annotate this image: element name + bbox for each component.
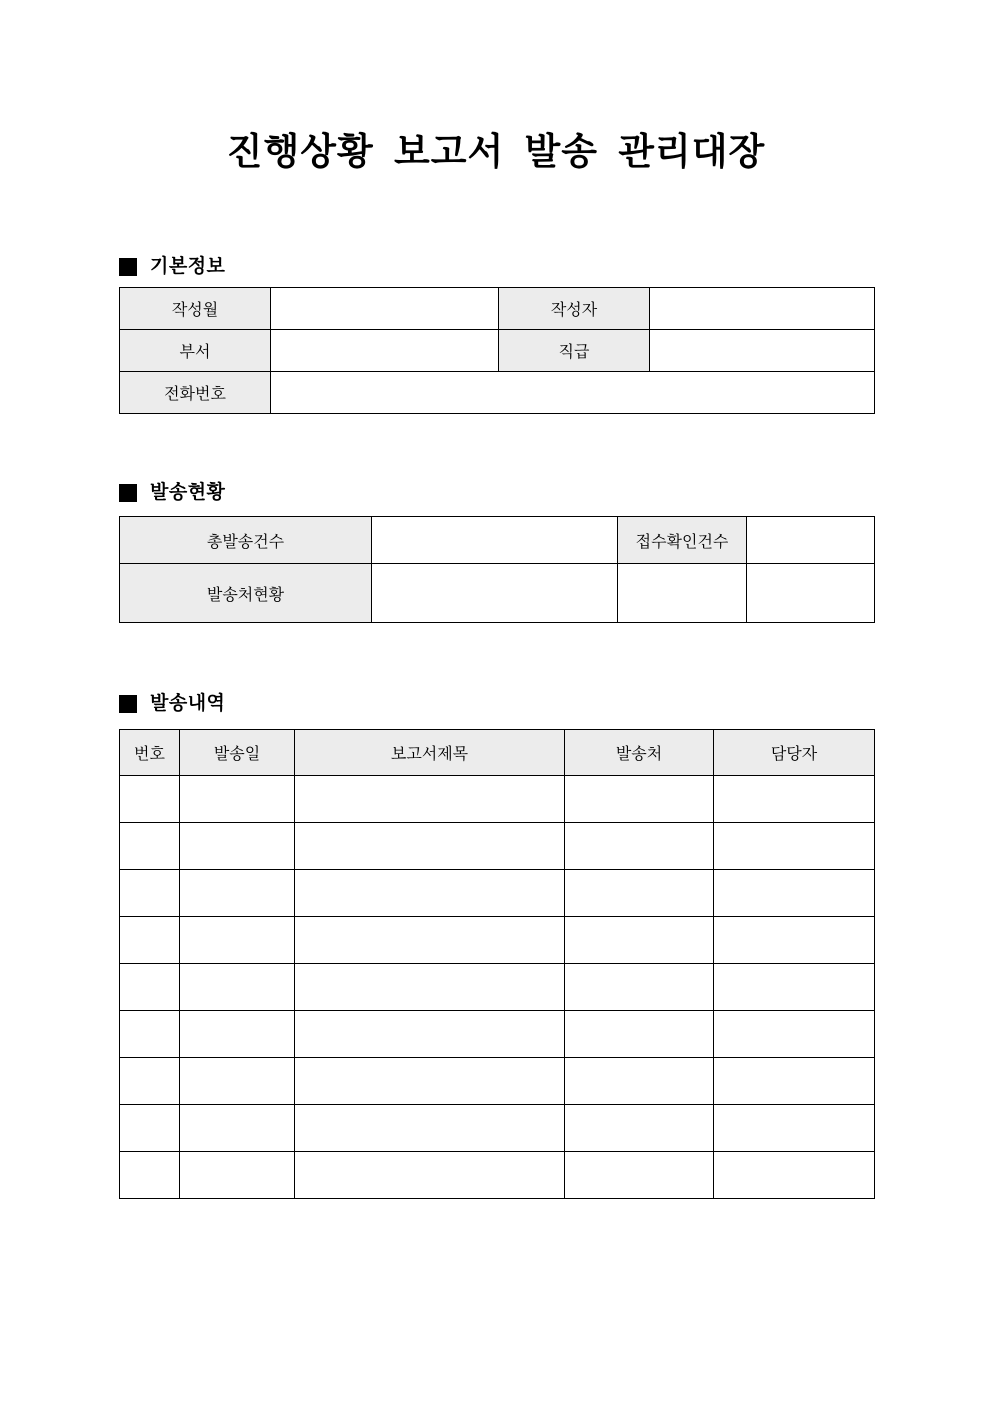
- column-header-send-date: 발송일: [180, 730, 295, 776]
- detail-cell: [565, 917, 714, 964]
- field-value-destination-status: [618, 564, 747, 623]
- detail-cell: [565, 964, 714, 1011]
- page-title: 진행상황 보고서 발송 관리대장: [226, 131, 766, 172]
- detail-cell: [180, 776, 295, 823]
- detail-cell: [180, 964, 295, 1011]
- detail-cell: [120, 1058, 180, 1105]
- detail-cell: [120, 1011, 180, 1058]
- detail-cell: [120, 776, 180, 823]
- detail-cell: [565, 823, 714, 870]
- detail-cell: [120, 917, 180, 964]
- detail-cell: [120, 1152, 180, 1199]
- field-label-department: 부서: [120, 330, 271, 372]
- basic-info-table: [119, 287, 875, 414]
- field-label-destination-status: 발송처현황: [120, 564, 372, 623]
- section-heading-basic-info: [119, 255, 874, 279]
- detail-cell: [295, 1152, 565, 1199]
- field-label-write-month: 작성월: [120, 288, 271, 330]
- detail-cell: [565, 776, 714, 823]
- detail-cell: [714, 1058, 875, 1105]
- sending-status-row: [120, 564, 875, 623]
- sending-details-table: [119, 729, 875, 1199]
- detail-cell: [295, 776, 565, 823]
- detail-row: [120, 776, 875, 823]
- column-header-number: 번호: [120, 730, 180, 776]
- section-heading-label: 발송내역: [150, 693, 226, 715]
- detail-cell: [714, 917, 875, 964]
- field-value-destination-status: [372, 564, 618, 623]
- detail-cell: [180, 1152, 295, 1199]
- detail-cell: [120, 1105, 180, 1152]
- detail-cell: [714, 870, 875, 917]
- field-value-write-month: [271, 288, 499, 330]
- column-header-report-title: 보고서제목: [295, 730, 565, 776]
- column-header-destination: 발송처: [565, 730, 714, 776]
- black-square-bullet-icon: [119, 695, 137, 713]
- detail-cell: [295, 917, 565, 964]
- detail-row: [120, 1011, 875, 1058]
- section-heading-sending-details: [119, 692, 874, 716]
- field-value-phone: [271, 372, 875, 414]
- detail-cell: [180, 1105, 295, 1152]
- detail-cell: [120, 870, 180, 917]
- detail-cell: [565, 1011, 714, 1058]
- sending-status-row: [120, 517, 875, 564]
- detail-cell: [295, 964, 565, 1011]
- detail-row: [120, 870, 875, 917]
- black-square-bullet-icon: [119, 258, 137, 276]
- detail-cell: [714, 823, 875, 870]
- field-label-position: 직급: [499, 330, 650, 372]
- detail-cell: [180, 1058, 295, 1105]
- detail-row: [120, 1105, 875, 1152]
- field-value-department: [271, 330, 499, 372]
- field-value-destination-status: [747, 564, 875, 623]
- detail-row: [120, 1152, 875, 1199]
- field-value-writer: [650, 288, 875, 330]
- detail-row: [120, 964, 875, 1011]
- detail-cell: [295, 823, 565, 870]
- detail-cell: [714, 776, 875, 823]
- sending-details-header-row: [120, 730, 875, 776]
- detail-cell: [714, 1105, 875, 1152]
- detail-cell: [180, 917, 295, 964]
- detail-cell: [565, 870, 714, 917]
- section-heading-label: 기본정보: [150, 256, 226, 278]
- detail-row: [120, 1058, 875, 1105]
- field-label-total-sent: 총발송건수: [120, 517, 372, 564]
- detail-cell: [120, 823, 180, 870]
- detail-cell: [714, 1011, 875, 1058]
- sending-status-table: [119, 516, 875, 623]
- basic-info-row: [120, 372, 875, 414]
- column-header-person-in-charge: 담당자: [714, 730, 875, 776]
- detail-cell: [295, 1011, 565, 1058]
- page-content: [119, 255, 874, 1199]
- field-value-receipt-confirmed: [747, 517, 875, 564]
- detail-cell: [180, 823, 295, 870]
- detail-cell: [295, 1105, 565, 1152]
- detail-cell: [565, 1058, 714, 1105]
- field-label-phone: 전화번호: [120, 372, 271, 414]
- detail-row: [120, 917, 875, 964]
- field-label-receipt-confirmed: 접수확인건수: [618, 517, 747, 564]
- detail-cell: [295, 870, 565, 917]
- basic-info-row: [120, 288, 875, 330]
- detail-cell: [295, 1058, 565, 1105]
- detail-cell: [565, 1105, 714, 1152]
- detail-cell: [565, 1152, 714, 1199]
- sending-details-body: [120, 776, 875, 1199]
- section-heading-sending-status: [119, 481, 874, 505]
- field-label-writer: 작성자: [499, 288, 650, 330]
- basic-info-row: [120, 330, 875, 372]
- detail-cell: [180, 870, 295, 917]
- detail-cell: [714, 1152, 875, 1199]
- section-heading-label: 발송현황: [150, 482, 226, 504]
- detail-cell: [714, 964, 875, 1011]
- detail-row: [120, 823, 875, 870]
- field-value-total-sent: [372, 517, 618, 564]
- detail-cell: [180, 1011, 295, 1058]
- detail-cell: [120, 964, 180, 1011]
- field-value-position: [650, 330, 875, 372]
- black-square-bullet-icon: [119, 484, 137, 502]
